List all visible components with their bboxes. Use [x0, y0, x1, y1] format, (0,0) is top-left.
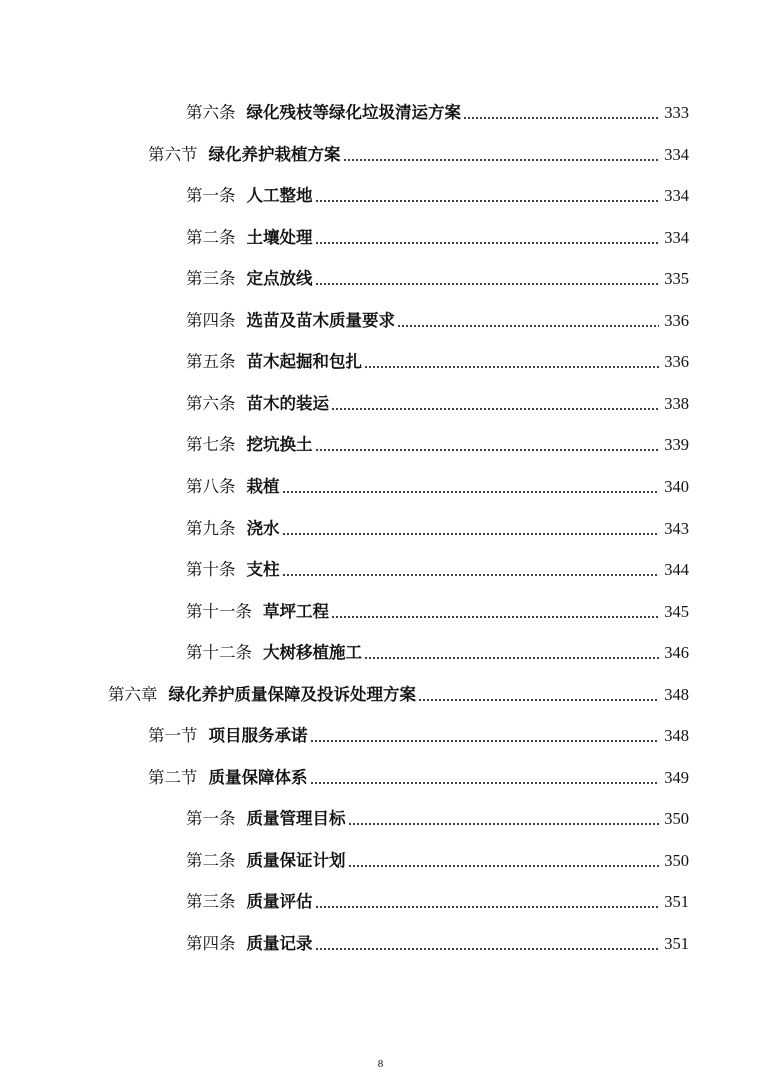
dot-leader [418, 698, 659, 702]
toc-entry[interactable] [186, 471, 689, 497]
toc-entry-page: 350 [664, 809, 689, 828]
dot-leader [364, 656, 659, 660]
toc-entry[interactable] [186, 346, 689, 372]
toc-entry-page: 349 [664, 768, 689, 787]
toc-entry-number: 第六节 [148, 145, 198, 164]
toc-entry-number: 第十二条 [186, 643, 252, 662]
toc-entry[interactable] [186, 222, 689, 248]
dot-leader [331, 615, 659, 619]
toc-entry-page: 333 [664, 103, 689, 122]
toc-entry-title: 质量记录 [246, 934, 313, 953]
toc-entry-number: 第三条 [186, 269, 236, 288]
toc-entry-number: 第六章 [108, 685, 158, 704]
toc-entry-page: 348 [664, 685, 689, 704]
toc-entry[interactable] [186, 886, 689, 912]
toc-entry-number: 第四条 [186, 311, 236, 330]
toc-entry-title: 质量保障体系 [208, 768, 308, 787]
toc-entry-page: 336 [664, 352, 689, 371]
toc-entry-page: 339 [664, 435, 689, 454]
dot-leader [315, 947, 660, 951]
dot-leader [315, 282, 660, 286]
toc-entry[interactable] [148, 139, 689, 165]
toc-entry-title: 挖坑换土 [246, 435, 313, 454]
dot-leader [282, 490, 660, 494]
dot-leader [364, 365, 659, 369]
toc-entry-title: 苗木的装运 [246, 394, 329, 413]
toc-entry-page: 351 [664, 934, 689, 953]
toc-entry-title: 土壤处理 [246, 228, 313, 247]
dot-leader [315, 199, 660, 203]
page-number: 8 [377, 1058, 384, 1070]
toc-entry-title: 绿化养护质量保障及投诉处理方案 [168, 685, 416, 704]
toc-entry-title: 人工整地 [246, 186, 313, 205]
toc-entry[interactable] [148, 762, 689, 788]
dot-leader [310, 739, 660, 743]
toc-entry-number: 第十一条 [186, 602, 252, 621]
toc-entry[interactable] [186, 305, 689, 331]
toc-entry-title: 选苗及苗木质量要求 [246, 311, 395, 330]
toc-entry[interactable] [186, 97, 689, 123]
toc-entry[interactable] [186, 263, 689, 289]
toc-entry-title: 绿化残枝等绿化垃圾清运方案 [246, 103, 461, 122]
toc-entry-number: 第五条 [186, 352, 236, 371]
toc-entry-title: 定点放线 [246, 269, 313, 288]
toc-entry-number: 第一节 [148, 726, 198, 745]
dot-leader [310, 781, 660, 785]
toc-entry-number: 第六条 [186, 103, 236, 122]
dot-leader [348, 864, 660, 868]
toc-entry-number: 第八条 [186, 477, 236, 496]
toc-entry-number: 第七条 [186, 435, 236, 454]
toc-entry-number: 第一条 [186, 186, 236, 205]
dot-leader [282, 532, 660, 536]
toc-entry-page: 334 [664, 186, 689, 205]
toc-entry-page: 343 [664, 519, 689, 538]
toc-entry-number: 第二节 [148, 768, 198, 787]
toc-entry-title: 支柱 [246, 560, 280, 579]
toc-entry[interactable] [148, 720, 689, 746]
dot-leader [397, 324, 659, 328]
toc-entry-page: 346 [664, 643, 689, 662]
dot-leader [282, 573, 660, 577]
toc-entry[interactable] [186, 429, 689, 455]
toc-entry-title: 浇水 [246, 519, 280, 538]
toc-entry-page: 336 [664, 311, 689, 330]
toc-entry-title: 栽植 [246, 477, 280, 496]
toc-entry-page: 340 [664, 477, 689, 496]
toc-entry[interactable] [186, 513, 689, 539]
toc-entry-page: 344 [664, 560, 689, 579]
toc-entry[interactable] [186, 388, 689, 414]
toc-entry[interactable] [186, 596, 689, 622]
toc-entry-page: 350 [664, 851, 689, 870]
toc-entry[interactable] [186, 554, 689, 580]
toc-entry[interactable] [186, 845, 689, 871]
toc-entry-page: 334 [664, 228, 689, 247]
toc-entry-page: 351 [664, 892, 689, 911]
toc-entry-number: 第六条 [186, 394, 236, 413]
toc-entry-title: 项目服务承诺 [208, 726, 308, 745]
toc-entry-number: 第二条 [186, 228, 236, 247]
toc-entry-title: 草坪工程 [263, 602, 329, 621]
toc-entry-number: 第九条 [186, 519, 236, 538]
toc-entry[interactable] [186, 637, 689, 663]
dot-leader [348, 822, 660, 826]
toc-entry[interactable] [186, 180, 689, 206]
dot-leader [343, 158, 660, 162]
toc-entry-page: 348 [664, 726, 689, 745]
toc-entry-number: 第二条 [186, 851, 236, 870]
toc-entry-number: 第一条 [186, 809, 236, 828]
toc-entry-title: 绿化养护栽植方案 [208, 145, 341, 164]
toc-entry-page: 334 [664, 145, 689, 164]
toc-entry[interactable] [186, 928, 689, 954]
toc-entry-page: 338 [664, 394, 689, 413]
dot-leader [315, 448, 660, 452]
toc-entry-title: 质量评估 [246, 892, 313, 911]
dot-leader [315, 905, 660, 909]
toc-entry[interactable] [186, 803, 689, 829]
toc-entry-page: 335 [664, 269, 689, 288]
toc-entry[interactable] [108, 679, 689, 705]
dot-leader [315, 241, 660, 245]
toc-entry-number: 第十条 [186, 560, 236, 579]
toc-entry-title: 质量管理目标 [246, 809, 346, 828]
toc-entry-title: 质量保证计划 [246, 851, 346, 870]
toc-entry-number: 第四条 [186, 934, 236, 953]
toc-entry-page: 345 [664, 602, 689, 621]
toc-entry-number: 第三条 [186, 892, 236, 911]
toc-entry-title: 大树移植施工 [263, 643, 362, 662]
toc-entry-title: 苗木起掘和包扎 [246, 352, 362, 371]
dot-leader [463, 116, 659, 120]
dot-leader [331, 407, 659, 411]
